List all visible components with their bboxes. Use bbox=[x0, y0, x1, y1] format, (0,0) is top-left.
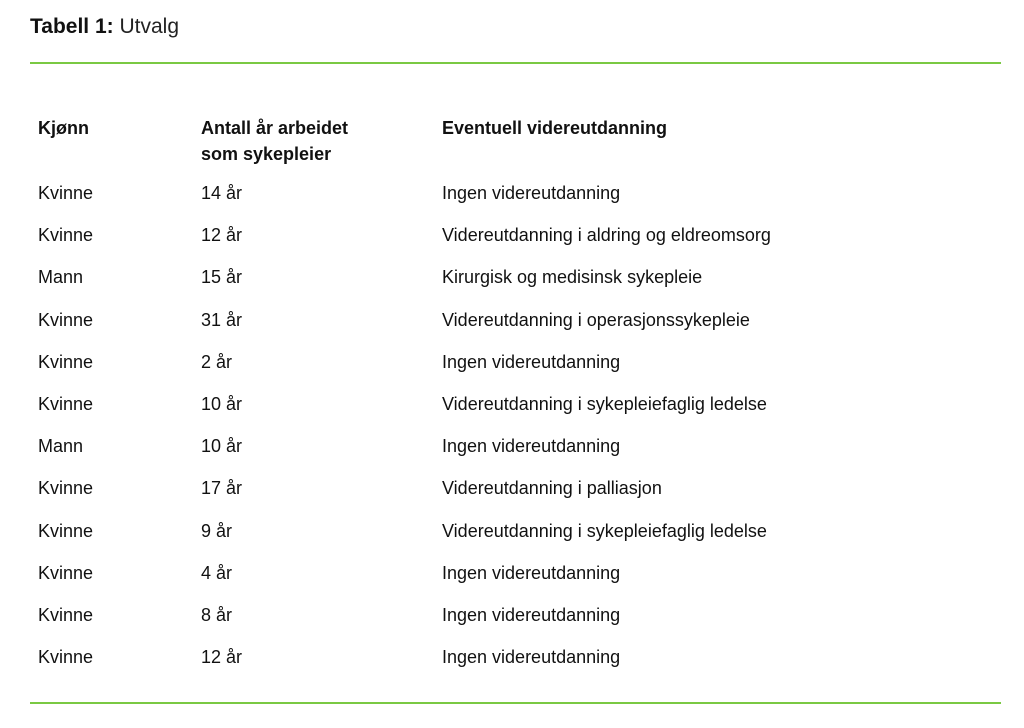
table-row bbox=[0, 352, 1024, 394]
cell-education: Videreutdanning i aldring og eldreomsorg bbox=[442, 225, 771, 246]
cell-gender: Kvinne bbox=[38, 520, 94, 541]
table-row bbox=[0, 563, 1024, 605]
cell-years: 8 år bbox=[201, 605, 233, 625]
cell-years: 12 år bbox=[201, 647, 243, 668]
cell-education: Videreutdanning i sykepleiefaglig ledelse bbox=[442, 394, 767, 414]
cell-education: Ingen videreutdanning bbox=[442, 647, 621, 668]
table-row bbox=[0, 394, 1024, 436]
cell-education: Ingen videreutdanning bbox=[442, 436, 621, 457]
cell-education: Ingen videreutdanning bbox=[442, 562, 621, 583]
cell-years: 4 år bbox=[201, 562, 233, 583]
table-caption bbox=[30, 15, 179, 39]
cell-gender: Kvinne bbox=[38, 605, 94, 625]
table-row bbox=[0, 478, 1024, 520]
caption-label: Tabell 1: bbox=[30, 15, 114, 38]
cell-gender: Mann bbox=[38, 436, 84, 457]
cell-education: Ingen videreutdanning bbox=[442, 183, 621, 203]
cell-gender: Kvinne bbox=[38, 351, 94, 372]
top-divider bbox=[30, 62, 1001, 64]
cell-education: Videreutdanning i operasjonssykepleie bbox=[442, 309, 750, 330]
header-years bbox=[201, 115, 348, 167]
cell-gender: Kvinne bbox=[38, 647, 94, 668]
header-years-line2: som sykepleier bbox=[201, 144, 332, 164]
cell-gender: Kvinne bbox=[38, 562, 94, 583]
cell-years: 10 år bbox=[201, 436, 243, 457]
cell-years: 12 år bbox=[201, 225, 243, 246]
table-row bbox=[0, 521, 1024, 563]
table-row bbox=[0, 605, 1024, 647]
cell-years: 2 år bbox=[201, 351, 233, 372]
cell-education: Ingen videreutdanning bbox=[442, 605, 621, 625]
cell-years: 15 år bbox=[201, 267, 243, 288]
cell-education: Videreutdanning i palliasjon bbox=[442, 478, 662, 499]
table-row bbox=[0, 267, 1024, 309]
cell-gender: Kvinne bbox=[38, 183, 94, 203]
cell-gender: Kvinne bbox=[38, 394, 94, 414]
cell-years: 9 år bbox=[201, 520, 233, 541]
table-row bbox=[0, 183, 1024, 225]
cell-gender: Kvinne bbox=[38, 478, 94, 499]
cell-gender: Kvinne bbox=[38, 225, 94, 246]
header-years-line1: Antall år arbeidet bbox=[201, 118, 349, 138]
table-row bbox=[0, 225, 1024, 267]
header-education: Eventuell videreutdanning bbox=[442, 118, 668, 138]
table-row bbox=[0, 436, 1024, 478]
table-row bbox=[0, 310, 1024, 352]
cell-years: 31 år bbox=[201, 309, 243, 330]
caption-text: Utvalg bbox=[119, 15, 180, 38]
cell-years: 17 år bbox=[201, 478, 243, 499]
cell-education: Kirurgisk og medisinsk sykepleie bbox=[442, 267, 703, 288]
cell-education: Ingen videreutdanning bbox=[442, 351, 621, 372]
cell-education: Videreutdanning i sykepleiefaglig ledelse bbox=[442, 520, 767, 541]
cell-gender: Kvinne bbox=[38, 309, 94, 330]
cell-gender: Mann bbox=[38, 267, 84, 288]
table-row bbox=[0, 647, 1024, 689]
bottom-divider bbox=[30, 702, 1001, 704]
header-gender: Kjønn bbox=[38, 118, 89, 138]
cell-years: 10 år bbox=[201, 394, 243, 414]
cell-years: 14 år bbox=[201, 183, 243, 203]
